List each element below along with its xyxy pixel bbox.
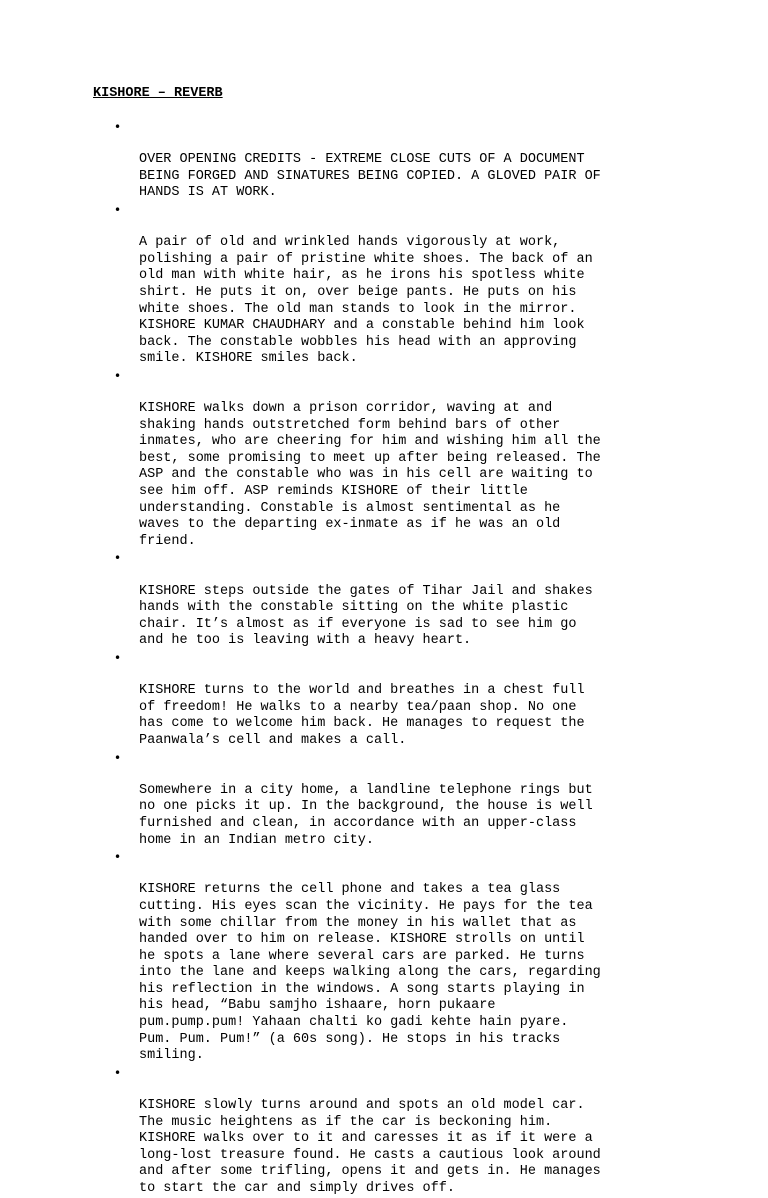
list-item xyxy=(114,368,679,551)
bullet-icon: • xyxy=(114,551,122,566)
scene-text: KISHORE returns the cell phone and takes a tea glass cutting. His eyes scan the vicinity. He pays for the tea with some chillar from the money in his wallet that as handed over to him on release. KISHORE strolls on until he spots a lane where several cars are parked. He turns into the lane and keeps walking along the cars, regarding his reflection in the windows. A song starts playing in his head, “Babu samjho ishaare, horn pukaare pum.pump.pum! Yahaan chalti ko gadi kehte hain pyare. Pum. Pum. Pum!” (a 60s song). He stops in his tracks smiling. xyxy=(139,882,601,1064)
list-item xyxy=(114,202,679,368)
scene-text: KISHORE turns to the world and breathes in a chest full of freedom! He walks to a nearby tea/paan shop. No one has come to welcome him back. He manages to request the Paanwala’s cell and makes a call. xyxy=(139,683,585,748)
bullet-icon: • xyxy=(114,368,122,383)
bullet-icon: • xyxy=(114,750,122,765)
list-item xyxy=(114,550,679,650)
scene-text: A pair of old and wrinkled hands vigorously at work, polishing a pair of pristine white shoes. The back of an old man with white hair, as he irons his spotless white shirt. He puts it on, over beige pants. He puts on his white shoes. The old man stands to look in the mirror. KISHORE KUMAR CHAUDHARY and a constable behind him look back. The constable wobbles his head with an approving smile. KISHORE smiles back. xyxy=(139,235,593,367)
bullet-icon: • xyxy=(114,120,122,134)
scene-text: KISHORE steps outside the gates of Tihar Jail and shakes hands with the constable sitting on the white plastic chair. It’s almost as if everyone is sad to see him go and he too is leaving with a heavy heart. xyxy=(139,583,593,649)
bullet-icon: • xyxy=(114,1065,122,1080)
scene-text: KISHORE slowly turns around and spots an old model car. The music heightens as if the car is beckoning him. KISHORE walks over to it and caresses it as if it were a long-lost treasure found. He casts a cautious look around and after some trifling, opens it and gets in. He manages to start the car and simply drives off. xyxy=(139,1098,601,1196)
bullet-icon: • xyxy=(114,651,122,665)
bullet-icon: • xyxy=(114,202,122,217)
scene-text: OVER OPENING CREDITS - EXTREME CLOSE CUTS OF A DOCUMENT BEING FORGED AND SINATURES BEING COPIED. A GLOVED PAIR OF HANDS IS AT WORK. xyxy=(139,152,601,201)
list-item xyxy=(114,750,679,850)
list-item xyxy=(114,1065,679,1198)
scene-text: KISHORE walks down a prison corridor, waving at and shaking hands outstretched form behind bars of other inmates, who are cheering for him and wishing him all the best, some promising to meet up after being released. The ASP and the constable who was in his cell are waiting to see him off. ASP reminds KISHORE of their little understanding. Constable is almost sentimental as he waves to the departing ex-inmate as if he was an old friend. xyxy=(139,401,601,549)
bullet-icon: • xyxy=(114,850,122,865)
page-title: KISHORE – REVERB xyxy=(93,86,223,101)
list-item xyxy=(114,650,679,750)
list-item xyxy=(114,849,679,1065)
scene-text: Somewhere in a city home, a landline telephone rings but no one picks it up. In the background, the house is well furnished and clean, in accordance with an upper-class home in an Indian metro city. xyxy=(139,782,593,848)
list-item xyxy=(114,119,679,202)
scene-list xyxy=(114,119,679,1198)
